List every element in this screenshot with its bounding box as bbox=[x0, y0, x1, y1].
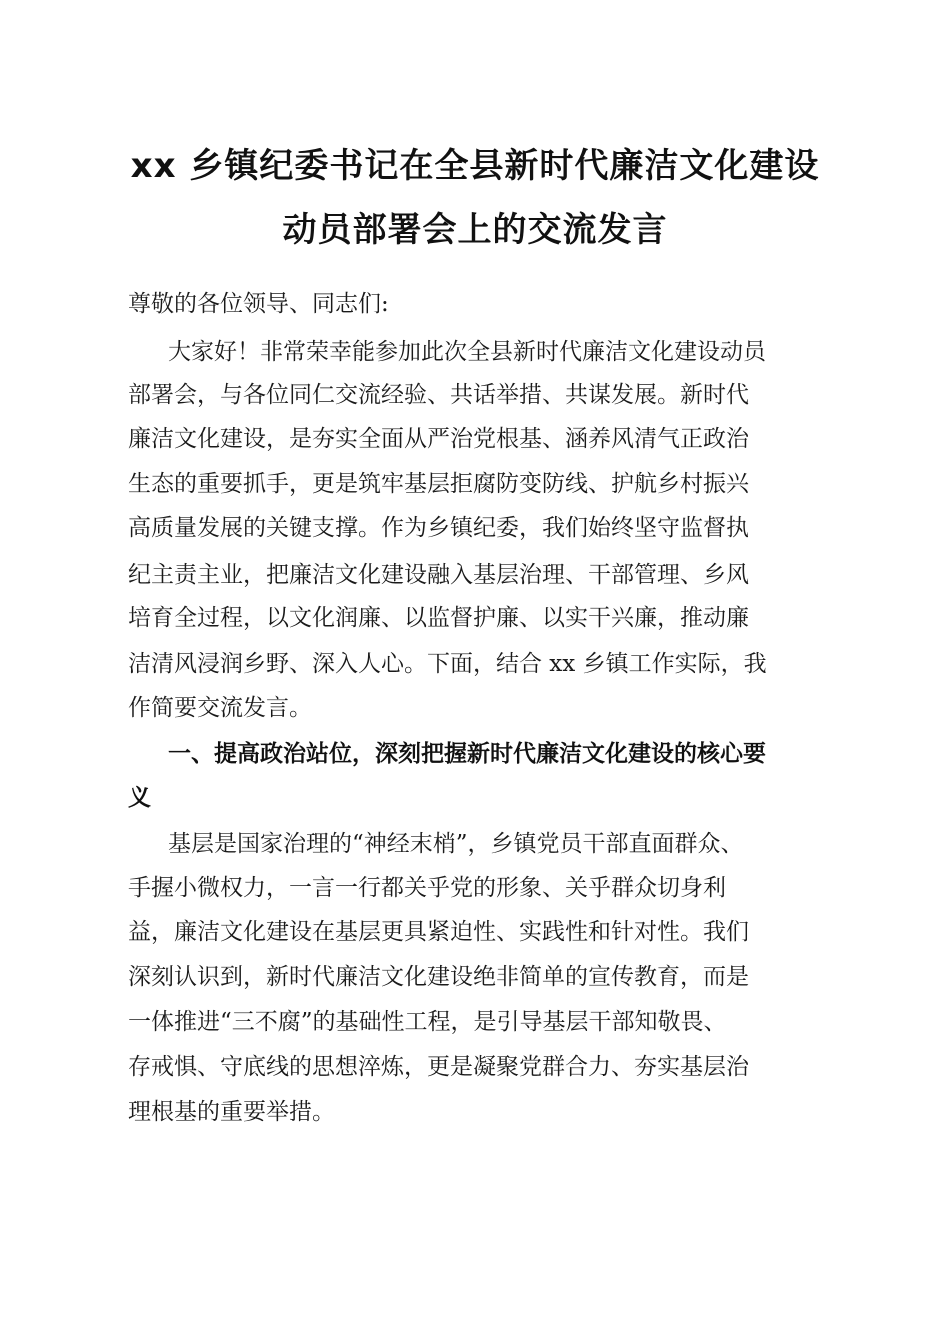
section-heading-1: 一、提高政治站位，深刻把握新时代廉洁文化建设的核心要 bbox=[168, 741, 766, 767]
paragraph-2-line: 益，廉洁文化建设在基层更具紧迫性、实践性和针对性。我们 bbox=[128, 919, 749, 945]
paragraph-1-line: 纪主责主业，把廉洁文化建设融入基层治理、干部管理、乡风 bbox=[128, 562, 749, 588]
paragraph-2-line: 存戒惧、守底线的思想淬炼，更是凝聚党群合力、夯实基层治 bbox=[128, 1054, 749, 1080]
paragraph-1-line: 洁清风浸润乡野、深入人心。下面，结合 xx 乡镇工作实际，我 bbox=[128, 651, 767, 677]
paragraph-1-line: 高质量发展的关键支撑。作为乡镇纪委，我们始终坚守监督执 bbox=[128, 515, 749, 541]
document-title-line-1: xx 乡镇纪委书记在全县新时代廉洁文化建设 bbox=[130, 146, 820, 186]
paragraph-1-line: 大家好！非常荣幸能参加此次全县新时代廉洁文化建设动员 bbox=[168, 339, 766, 365]
paragraph-1-line: 作简要交流发言。 bbox=[128, 695, 312, 721]
salutation: 尊敬的各位领导、同志们: bbox=[128, 291, 389, 317]
paragraph-1-line: 廉洁文化建设，是夯实全面从严治党根基、涵养风清气正政治 bbox=[128, 426, 749, 452]
paragraph-1-line: 生态的重要抓手，更是筑牢基层拒腐防变防线、护航乡村振兴 bbox=[128, 471, 749, 497]
paragraph-2-line: 手握小微权力，一言一行都关乎党的形象、关乎群众切身利 bbox=[128, 875, 726, 901]
section-heading-1-continued: 义 bbox=[128, 785, 151, 811]
paragraph-2-line: 理根基的重要举措。 bbox=[128, 1099, 335, 1125]
paragraph-2-line: 一体推进“三不腐”的基础性工程，是引导基层干部知敬畏、 bbox=[128, 1009, 727, 1035]
paragraph-2-line: 基层是国家治理的“神经末梢”，乡镇党员干部直面群众、 bbox=[168, 831, 744, 857]
document-title-line-2: 动员部署会上的交流发言 bbox=[282, 210, 668, 250]
paragraph-1-line: 培育全过程，以文化润廉、以监督护廉、以实干兴廉，推动廉 bbox=[128, 605, 749, 631]
paragraph-1-line: 部署会，与各位同仁交流经验、共话举措、共谋发展。新时代 bbox=[128, 382, 749, 408]
paragraph-2-line: 深刻认识到，新时代廉洁文化建设绝非简单的宣传教育，而是 bbox=[128, 964, 749, 990]
